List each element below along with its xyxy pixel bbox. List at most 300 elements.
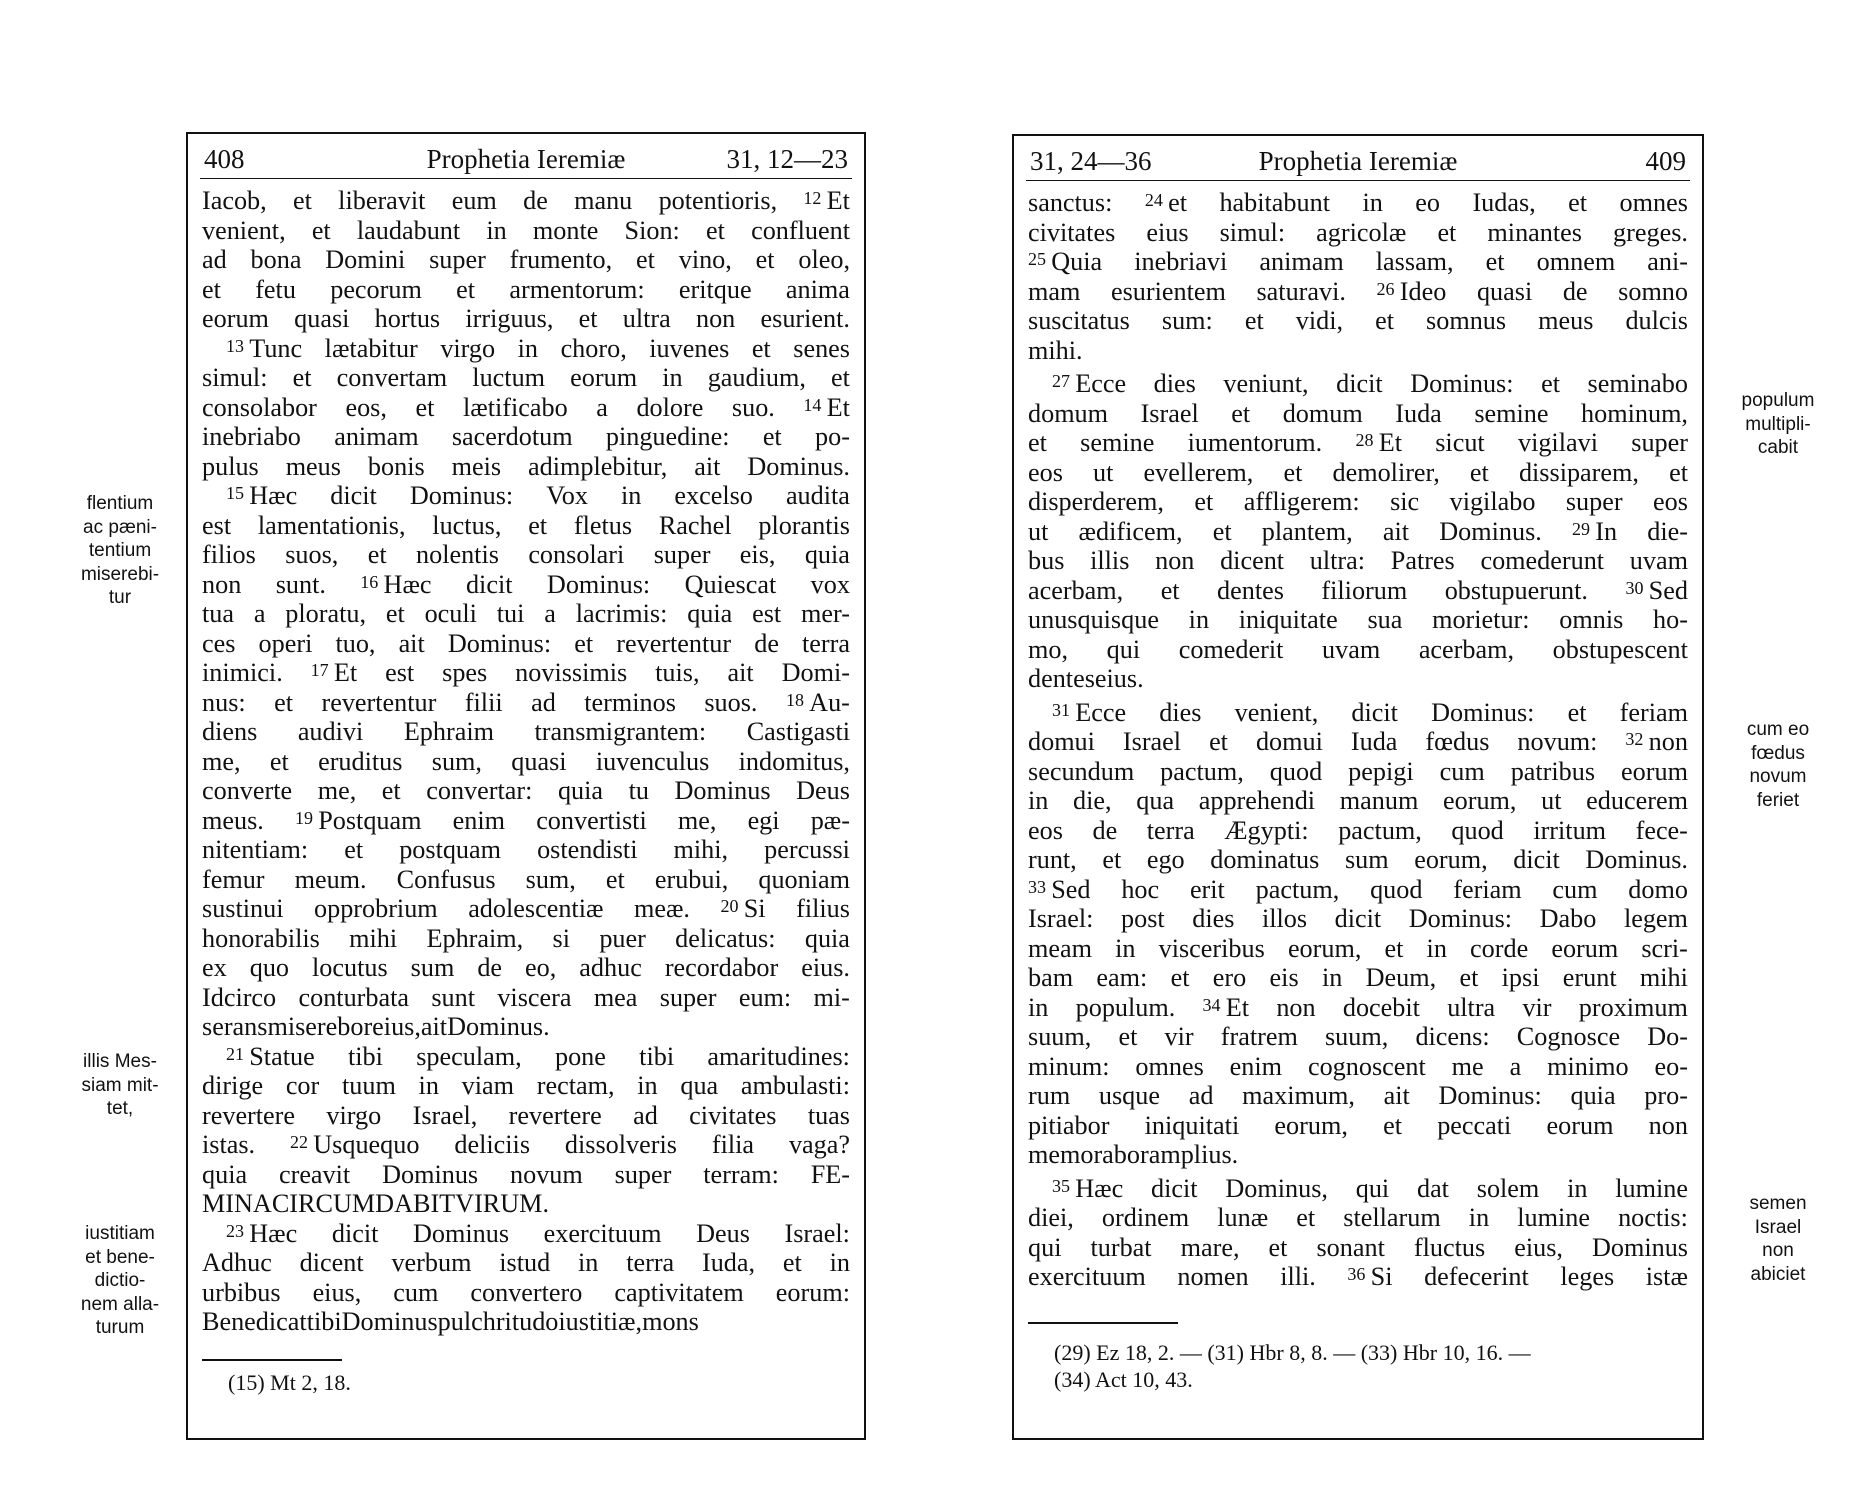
word: vidi,: [1295, 306, 1344, 335]
word: et: [292, 186, 312, 215]
word: die,: [1073, 786, 1112, 815]
word: diei,: [1028, 1203, 1074, 1232]
word: manum: [1339, 786, 1419, 815]
margin-note-line: ac pæni-: [83, 516, 157, 538]
word: omnes: [1135, 1051, 1204, 1081]
word: simul:: [1219, 217, 1286, 247]
text-line: [202, 1012, 850, 1042]
footnote-rule: [202, 1359, 342, 1361]
verse-number: 31: [1052, 699, 1070, 720]
word: turbat: [1090, 1232, 1152, 1262]
word: uvam: [1322, 634, 1381, 664]
word: eorum: [1551, 933, 1619, 963]
word: Israel: [1140, 398, 1199, 428]
word: in: [1426, 933, 1447, 963]
word: runt,: [1028, 845, 1077, 874]
margin-note-line: abiciet: [1750, 1263, 1806, 1285]
word: 36 Si: [1347, 1262, 1393, 1291]
margin-note-line: miserebi-: [80, 563, 160, 585]
verse-number: 12: [803, 188, 822, 208]
word: in: [620, 481, 642, 510]
word: mam: [1028, 276, 1081, 306]
word: mons: [642, 1307, 699, 1336]
word: in: [1362, 188, 1383, 217]
word: 27 Ecce: [1052, 369, 1127, 398]
word: eo: [1415, 188, 1440, 217]
word: revertere: [508, 1100, 602, 1130]
word: ait: [1383, 1081, 1410, 1110]
word: Dominus,: [1225, 1173, 1328, 1203]
margin-note-line: cum eo: [1746, 719, 1810, 740]
word: rum: [1028, 1081, 1071, 1110]
word: proximum: [1578, 992, 1688, 1022]
word: Vox: [546, 481, 588, 510]
text-line: [1028, 277, 1688, 307]
text-line: [202, 983, 850, 1013]
word: Adhuc: [202, 1248, 272, 1277]
word: vino,: [678, 245, 732, 274]
word: luctus,: [432, 510, 502, 540]
word: 29 In: [1571, 516, 1618, 546]
word: adimplebitur,: [528, 451, 668, 481]
word: die-: [1647, 516, 1688, 546]
word: illis: [1090, 546, 1130, 575]
word: in: [1028, 786, 1049, 815]
word: non: [202, 569, 242, 599]
text-line: [202, 540, 850, 570]
word: cognoscent: [1307, 1051, 1426, 1081]
margin-note-line: nem alla-: [80, 1293, 160, 1315]
word: super: [1631, 428, 1688, 457]
word: fletus: [573, 510, 633, 540]
word: pone: [554, 1041, 606, 1071]
word: quod: [1370, 874, 1423, 904]
verse-number: 27: [1052, 371, 1070, 391]
margin-note-line: illis Mes-: [83, 1051, 157, 1072]
word: eos: [1028, 815, 1063, 845]
word: dicit: [331, 1218, 379, 1248]
word: Sion:: [624, 215, 680, 245]
word: et: [385, 599, 405, 628]
word: solem: [1476, 1173, 1540, 1203]
text-line: [1028, 576, 1688, 606]
word: simul:: [202, 363, 268, 392]
word: et: [1375, 306, 1395, 335]
word: in: [1115, 933, 1136, 963]
word: et: [1567, 697, 1587, 727]
word: rectam,: [536, 1071, 615, 1100]
text-line: [202, 481, 850, 511]
text-line: [202, 1189, 850, 1219]
word: Dominus:: [1431, 697, 1535, 727]
word: Cognosce: [1516, 1022, 1621, 1051]
verse-number: 28: [1355, 430, 1374, 450]
word: evellerem,: [1143, 457, 1254, 487]
word: monte: [532, 215, 599, 245]
word: Dominus:: [546, 569, 651, 599]
word: et: [782, 1248, 802, 1277]
word: ait: [694, 451, 721, 481]
text-line: [1028, 1203, 1688, 1233]
word: quasi: [294, 304, 350, 333]
word: et: [1212, 516, 1232, 546]
text-line: [1028, 1140, 1688, 1170]
word: et: [636, 245, 655, 274]
word: de: [523, 186, 548, 215]
word: si: [552, 923, 570, 953]
text-line: [202, 865, 850, 895]
word: de: [1562, 276, 1588, 306]
word: dicit: [1151, 1173, 1198, 1203]
chapter-range: 31, 24—36: [1030, 146, 1152, 176]
word: sua: [1367, 605, 1403, 634]
word: Ephraim: [403, 717, 494, 746]
word: terram:: [703, 1159, 779, 1189]
word: in: [1028, 992, 1049, 1022]
text-line: [1028, 934, 1688, 964]
word: et: [1296, 1203, 1316, 1232]
word: nomen: [1177, 1262, 1249, 1291]
word: patribus: [1510, 756, 1596, 786]
word: super: [429, 245, 486, 274]
word: laudabunt: [356, 215, 461, 245]
word: educerem: [1586, 786, 1688, 815]
verse-number: 36: [1347, 1264, 1366, 1284]
word: qui: [1106, 634, 1141, 664]
word: corde: [1470, 933, 1529, 963]
word: greges.: [1613, 217, 1688, 247]
word: ambulasti:: [740, 1071, 850, 1100]
margin-note-line: turum: [95, 1317, 145, 1338]
word: eorum: [1621, 756, 1688, 786]
word: Iuda: [1395, 398, 1442, 428]
text-line: [202, 894, 850, 924]
word: dissiparem,: [1518, 457, 1639, 487]
word: oleo,: [798, 245, 850, 274]
word: memorabor: [1028, 1140, 1149, 1169]
word: ultra:: [1309, 546, 1366, 575]
word: tua: [202, 599, 234, 628]
word: adhuc: [579, 953, 642, 982]
word: semine: [1474, 398, 1549, 428]
footnote-line: (29) Ez 18, 2. — (31) Hbr 8, 8. — (33) Hbr 10, 16. —: [1054, 1340, 1531, 1365]
word: suscitatus: [1028, 306, 1130, 335]
text-line: [202, 835, 850, 865]
word: spes: [442, 658, 488, 687]
text-line: [1028, 188, 1688, 218]
word: Benedicat: [202, 1307, 307, 1336]
word: hoc: [1121, 874, 1160, 904]
word: Israel: [1122, 727, 1182, 756]
word: Castigasti: [746, 717, 850, 746]
word: vir: [1522, 992, 1552, 1022]
word: Dominus.: [1585, 845, 1688, 874]
word: opprobrium: [314, 894, 438, 923]
text-line: [1028, 546, 1688, 576]
word: legem: [1623, 904, 1688, 933]
word: dies: [1159, 697, 1202, 727]
word: ut: [1541, 786, 1562, 815]
word: ex: [202, 953, 227, 982]
verse-number: 26: [1376, 278, 1395, 299]
right-page-text: [1028, 188, 1688, 1292]
word: dicit: [465, 569, 513, 599]
text-line: [202, 334, 850, 364]
word: viscera: [497, 982, 572, 1012]
word: sunt: [431, 982, 475, 1012]
word: et: [1485, 247, 1505, 276]
word: consolari: [528, 540, 625, 569]
word: Dominus:: [447, 628, 552, 658]
word: qui: [1028, 1232, 1062, 1262]
word: sanctus:: [1028, 188, 1113, 217]
text-line: [202, 1042, 850, 1072]
word: eos: [1028, 457, 1063, 487]
word: super: [653, 540, 711, 569]
text-line: [1028, 399, 1688, 429]
word: ait: [398, 628, 425, 658]
word: 30 Sed: [1625, 575, 1688, 605]
word: erunt: [1562, 963, 1617, 992]
word: et: [1118, 1022, 1138, 1051]
word: eius,: [372, 1012, 421, 1041]
word: domo: [1628, 874, 1688, 904]
margin-note-line: tentium: [88, 540, 152, 561]
verse-number: 35: [1052, 1175, 1070, 1196]
text-line: [1028, 993, 1688, 1023]
text-line: [1028, 1081, 1688, 1111]
word: omnem: [1536, 247, 1616, 276]
text-line: [202, 806, 850, 836]
text-line: [1028, 1174, 1688, 1204]
word: dicit: [1336, 369, 1383, 398]
margin-note-line: Israel: [1754, 1216, 1802, 1238]
footnote: (15) Mt 2, 18.: [228, 1370, 351, 1395]
word: docebit: [1342, 992, 1420, 1022]
word: in: [1468, 1203, 1490, 1232]
word: virgo: [440, 333, 496, 363]
word: Deus: [696, 1218, 750, 1248]
word: sustinui: [202, 894, 284, 923]
word: exercituum: [1028, 1262, 1146, 1291]
word: ultra: [1447, 992, 1496, 1022]
word: Deum,: [1365, 963, 1437, 992]
word: Iacob,: [202, 186, 267, 215]
word: Iuda,: [701, 1248, 756, 1277]
word: meus: [1538, 306, 1594, 335]
word: ait: [420, 1012, 448, 1041]
word: animam: [1259, 247, 1344, 276]
text-line: [202, 717, 850, 747]
word: saturavi.: [1256, 276, 1346, 306]
word: Dominus:: [409, 481, 514, 510]
word: pactum,: [1160, 756, 1244, 786]
word: apprehendi: [1198, 786, 1316, 815]
word: mer-: [801, 599, 850, 628]
margin-note: [1718, 718, 1838, 812]
word: scri-: [1641, 933, 1688, 963]
word: revertere: [202, 1100, 296, 1130]
word: meæ.: [633, 894, 690, 923]
word: 32 non: [1625, 727, 1688, 756]
word: pepigi: [1348, 756, 1414, 786]
verse-number: 32: [1625, 729, 1644, 749]
word: habitabunt: [1219, 188, 1330, 217]
word: indomitus,: [738, 746, 850, 776]
footnote: [1054, 1339, 1531, 1393]
word: sum,: [431, 746, 482, 776]
word: ces: [202, 628, 236, 658]
word: eo,: [525, 953, 557, 982]
page-number: 408: [204, 144, 245, 174]
verse-number: 33: [1028, 876, 1046, 897]
word: revertentur: [616, 628, 732, 658]
word: irritum: [1533, 815, 1607, 845]
text-line: [202, 393, 850, 423]
word: honorabilis: [202, 923, 320, 953]
text-line: [1028, 664, 1688, 694]
left-page-text: [202, 186, 850, 1337]
word: tuum: [341, 1071, 396, 1100]
word: meus: [285, 451, 341, 481]
word: et: [755, 245, 775, 274]
word: mihi: [1639, 963, 1688, 992]
word: et: [1383, 1110, 1402, 1140]
word: dentes: [1217, 575, 1284, 605]
word: est: [752, 599, 782, 628]
margin-note-line: iustitiam: [85, 1223, 155, 1244]
word: ait: [727, 658, 754, 687]
margin-note-line: multipli-: [1745, 413, 1811, 435]
word: pæ-: [810, 805, 850, 835]
word: quasi: [511, 746, 567, 776]
word: demolirer,: [1332, 457, 1440, 487]
word: visceribus: [1158, 933, 1265, 963]
margin-note: [60, 1222, 180, 1340]
word: obstupuerunt.: [1444, 575, 1588, 605]
word: de: [1092, 815, 1118, 845]
word: disperderem,: [1028, 487, 1164, 516]
word: cor: [285, 1071, 320, 1100]
word: eorum: [1546, 1110, 1614, 1140]
text-line: [202, 1160, 850, 1190]
verse-number: 14: [803, 394, 822, 415]
word: postquam: [399, 835, 502, 864]
margin-note-line: non: [1762, 1240, 1794, 1261]
word: Confusus: [396, 864, 496, 894]
word: pulchritudo: [437, 1307, 559, 1336]
word: filius: [796, 894, 850, 923]
margin-note-line: flentium: [86, 493, 154, 514]
word: non: [1276, 992, 1316, 1022]
word: vigilabo: [1449, 487, 1536, 516]
word: 12 Et: [803, 186, 850, 215]
word: ad: [202, 245, 227, 274]
word: iuvenculus: [595, 746, 710, 776]
word: femur: [202, 864, 265, 894]
word: suum,: [1324, 1022, 1389, 1051]
word: suos.: [704, 687, 758, 717]
margin-note-line: tet,: [106, 1098, 134, 1119]
word: quasi: [1476, 276, 1533, 306]
word: inebriavi: [1134, 247, 1228, 276]
word: et: [1541, 369, 1560, 398]
word: 16 Hæc: [360, 569, 432, 599]
word: Iuda: [1350, 727, 1398, 756]
word: tibi: [348, 1041, 383, 1071]
word: qui: [1355, 1173, 1390, 1203]
word: et: [762, 422, 782, 451]
text-line: [1028, 875, 1688, 905]
word: 14 Et: [803, 392, 850, 422]
word: vaga?: [788, 1130, 850, 1159]
word: delicatus:: [675, 923, 776, 953]
word: ostendisti: [537, 835, 638, 864]
text-line: [202, 245, 850, 275]
word: sum: [1344, 845, 1389, 874]
word: VIRUM.: [455, 1189, 550, 1218]
word: suo.: [731, 392, 775, 422]
text-line: [1028, 428, 1688, 458]
word: Ephraim,: [426, 923, 524, 953]
margin-note-line: et bene-: [85, 1246, 155, 1268]
word: eorum: [202, 304, 269, 333]
word: filii: [464, 687, 503, 717]
text-line: [1028, 963, 1688, 993]
word: tuo,: [335, 628, 376, 658]
word: domum: [1028, 398, 1109, 428]
word: istæ: [1645, 1262, 1688, 1291]
word: sicut: [1435, 428, 1485, 457]
word: esurientem: [1110, 276, 1226, 306]
text-line: [1028, 698, 1688, 728]
word: sacerdotum: [451, 422, 573, 451]
word: ad: [531, 687, 556, 717]
word: me,: [317, 776, 357, 805]
word: quia: [1570, 1081, 1616, 1110]
margin-note: [1718, 389, 1838, 460]
word: post: [1121, 904, 1165, 933]
word: Domini: [325, 245, 406, 274]
text-line: [1028, 487, 1688, 517]
word: et: [1459, 963, 1479, 992]
word: hominum,: [1581, 398, 1688, 428]
word: et: [1028, 428, 1047, 457]
word: quia: [687, 599, 733, 628]
word: et: [1209, 727, 1228, 756]
word: enim: [452, 805, 506, 835]
word: semine: [1080, 428, 1155, 457]
verse-number: 15: [226, 483, 244, 503]
text-line: [1028, 904, 1688, 934]
word: serans: [202, 1012, 268, 1041]
word: istas.: [202, 1130, 256, 1159]
verse-number: 20: [720, 896, 739, 916]
verse-number: 22: [290, 1132, 309, 1152]
word: Domi-: [781, 658, 850, 687]
word: et: [1469, 457, 1489, 487]
word: erit: [1189, 874, 1225, 904]
word: eorum,: [1287, 933, 1362, 963]
word: Dominus:: [1438, 1081, 1542, 1110]
word: eos: [1653, 487, 1688, 516]
word: feriam: [1619, 697, 1688, 727]
word: quod: [1451, 815, 1504, 845]
word: quo: [249, 953, 289, 982]
verse-number: 25: [1028, 249, 1046, 269]
word: eius,: [312, 1277, 362, 1307]
text-line: [1028, 757, 1688, 787]
